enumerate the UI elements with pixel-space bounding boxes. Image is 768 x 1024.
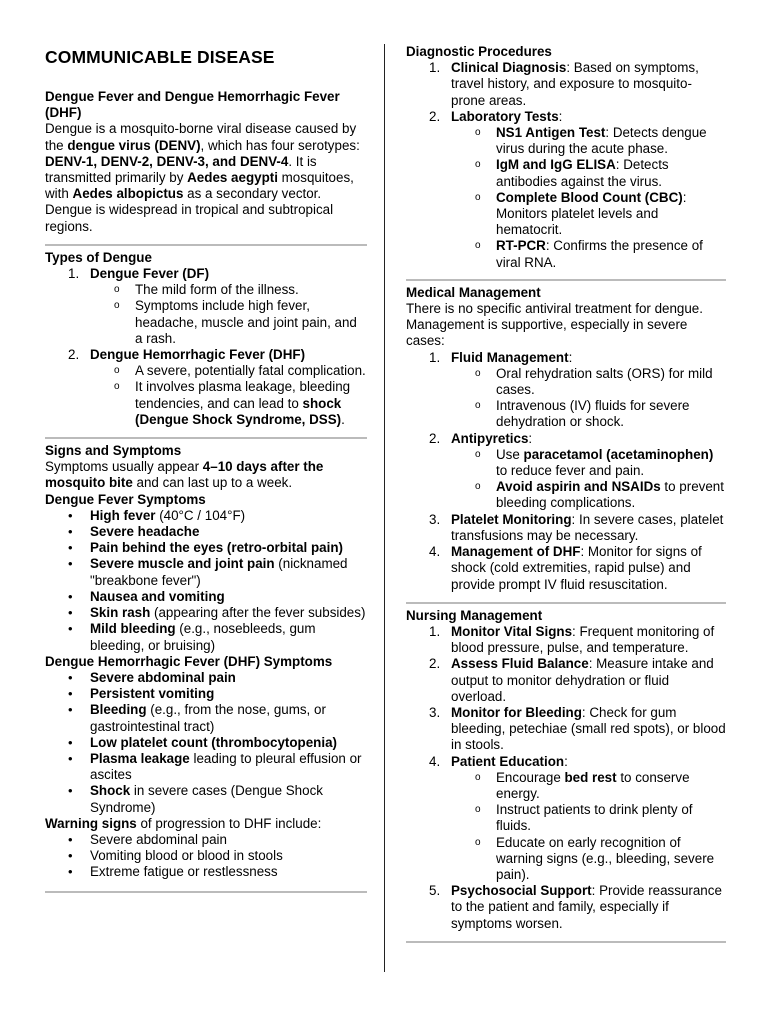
list-item: • High fever (40°C / 104°F) (45, 508, 367, 524)
section-divider (45, 437, 367, 439)
list-item: • Severe abdominal pain (45, 670, 367, 686)
list-item: • Plasma leakage leading to pleural effusion or ascites (45, 751, 367, 783)
list-item: 2. Laboratory Tests: o NS1 Antigen Test: Detects dengue virus during the acute phase. o IgM and IgG ELISA: Detects antibodies against the virus. o Complete Blood Count (CBC): Monitors platelet levels and hematocrit. o RT-PCR: Confirms the presence of viral RNA. (406, 109, 726, 271)
medical-intro: There is no specific antiviral treatment for dengue. Management is supportive, especially in severe cases: (406, 301, 703, 349)
left-column (45, 44, 367, 897)
list-item: • Low platelet count (thrombocytopenia) (45, 735, 367, 751)
signs-section (45, 443, 367, 880)
list-item: 2. Dengue Hemorrhagic Fever (DHF) o A severe, potentially fatal complication. o It involves plasma leakage, bleeding tendencies, and can lead to shock (Dengue Shock Syndrome, DSS). (45, 347, 367, 428)
list-item: 2. Antipyretics: o Use paracetamol (acetaminophen) to reduce fever and pain. o Avoid aspirin and NSAIDs to prevent bleeding complications. (406, 431, 726, 512)
diagnostic-heading: Diagnostic Procedures (406, 44, 552, 59)
signs-paragraph: Symptoms usually appear 4–10 days after the mosquito bite and can last up to a week. (45, 459, 324, 491)
list-item: 1. Fluid Management: o Oral rehydration salts (ORS) for mild cases. o Intravenous (IV) fluids for severe dehydration or shock. (406, 350, 726, 431)
list-item: o Complete Blood Count (CBC): Monitors platelet levels and hematocrit. (451, 190, 726, 239)
list-item: o Oral rehydration salts (ORS) for mild cases. (451, 366, 726, 398)
medical-section (406, 285, 726, 593)
list-item: o RT-PCR: Confirms the presence of viral RNA. (451, 238, 726, 270)
section-divider (406, 279, 726, 281)
medical-heading: Medical Management (406, 284, 541, 300)
list-item: o A severe, potentially fatal complication. (90, 363, 367, 379)
list-item: o Avoid aspirin and NSAIDs to prevent bleeding complications. (451, 479, 726, 511)
column-divider (384, 44, 385, 972)
diagnostic-section (406, 44, 726, 271)
intro-paragraph: Dengue is a mosquito-borne viral disease caused by the dengue virus (DENV), which has four serotypes: DENV-1, DENV-2, DENV-3, and DENV-4. It is transmitted primarily by Aedes aegypti mosquitoes, with Aedes albopictus as a secondary vector. Dengue is widespread in tropical and subtropical regions. (45, 121, 360, 234)
right-column (406, 44, 726, 947)
page-title: COMMUNICABLE DISEASE (45, 47, 275, 67)
list-item: o Instruct patients to drink plenty of fluids. (451, 802, 726, 834)
df-symptoms-heading: Dengue Fever Symptoms (45, 491, 206, 507)
list-item: o The mild form of the illness. (90, 282, 367, 298)
list-item: o Intravenous (IV) fluids for severe dehydration or shock. (451, 398, 726, 430)
list-item: • Severe headache (45, 524, 367, 540)
list-item: o NS1 Antigen Test: Detects dengue virus during the acute phase. (451, 125, 726, 157)
list-item: 3. Monitor for Bleeding: Check for gum bleeding, petechiae (small red spots), or blood in stools. (429, 704, 726, 753)
list-item: 4. Management of DHF: Monitor for signs of shock (cold extremities, rapid pulse) and provide prompt IV fluid resuscitation. (429, 544, 702, 592)
list-item: o IgM and IgG ELISA: Detects antibodies against the virus. (451, 157, 726, 189)
list-item: • Pain behind the eyes (retro-orbital pain) (45, 540, 367, 556)
list-item: o Symptoms include high fever, headache, muscle and joint pain, and a rash. (90, 298, 367, 347)
list-item: • Severe muscle and joint pain (nicknamed "breakbone fever") (45, 556, 367, 588)
list-item: 3. Platelet Monitoring: In severe cases, platelet transfusions may be necessary. (429, 511, 724, 543)
list-item: • Extreme fatigue or restlessness (45, 864, 367, 880)
intro-heading: Dengue Fever and Dengue Hemorrhagic Fever (DHF) (45, 89, 340, 121)
list-item: • Skin rash (appearing after the fever subsides) (45, 605, 367, 621)
dhf-symptoms-heading: Dengue Hemorrhagic Fever (DHF) Symptoms (45, 653, 333, 669)
list-item: • Vomiting blood or blood in stools (45, 848, 367, 864)
list-item: 4. Patient Education: o Encourage bed rest to conserve energy. o Instruct patients to drink plenty of fluids. o Educate on early recognition of warning signs (e.g., bleeding, severe pain). (406, 754, 726, 884)
list-item: 1. Monitor Vital Signs: Frequent monitoring of blood pressure, pulse, and temperature. (429, 623, 715, 656)
list-item: 1. Clinical Diagnosis: Based on symptoms, travel history, and exposure to mosquito-prone areas. (429, 60, 699, 108)
section-divider (406, 602, 726, 604)
list-item: 5. Psychosocial Support: Provide reassurance to the patient and family, especially if symptoms worsen. (429, 883, 722, 931)
list-item: o It involves plasma leakage, bleeding tendencies, and can lead to shock (Dengue Shock Syndrome, DSS). (90, 379, 367, 428)
intro-section (45, 89, 367, 235)
list-item: • Persistent vomiting (45, 686, 367, 702)
types-section (45, 250, 367, 428)
list-item: o Encourage bed rest to conserve energy. (451, 770, 726, 802)
list-item: • Bleeding (e.g., from the nose, gums, or gastrointestinal tract) (45, 702, 367, 734)
signs-heading: Signs and Symptoms (45, 443, 182, 459)
nursing-section (406, 608, 726, 932)
types-heading: Types of Dengue (45, 249, 152, 265)
list-item: 2. Assess Fluid Balance: Measure intake and output to monitor dehydration or fluid overload. (429, 656, 714, 704)
list-item: • Shock in severe cases (Dengue Shock Syndrome) (45, 783, 367, 815)
list-item: o Educate on early recognition of warning signs (e.g., bleeding, severe pain). (451, 835, 726, 884)
nursing-heading: Nursing Management (406, 607, 543, 623)
section-divider (406, 941, 726, 943)
list-item: o Use paracetamol (acetaminophen) to reduce fever and pain. (451, 447, 726, 479)
list-item: • Severe abdominal pain (45, 832, 367, 848)
list-item: 1. Dengue Fever (DF) o The mild form of the illness. o Symptoms include high fever, headache, muscle and joint pain, and a rash. (45, 266, 367, 347)
warning-signs-text: Warning signs of progression to DHF include: (45, 815, 322, 831)
list-item: • Nausea and vomiting (45, 589, 367, 605)
list-item: • Mild bleeding (e.g., nosebleeds, gum bleeding, or bruising) (45, 621, 367, 653)
section-divider (45, 244, 367, 246)
section-divider (45, 891, 367, 893)
